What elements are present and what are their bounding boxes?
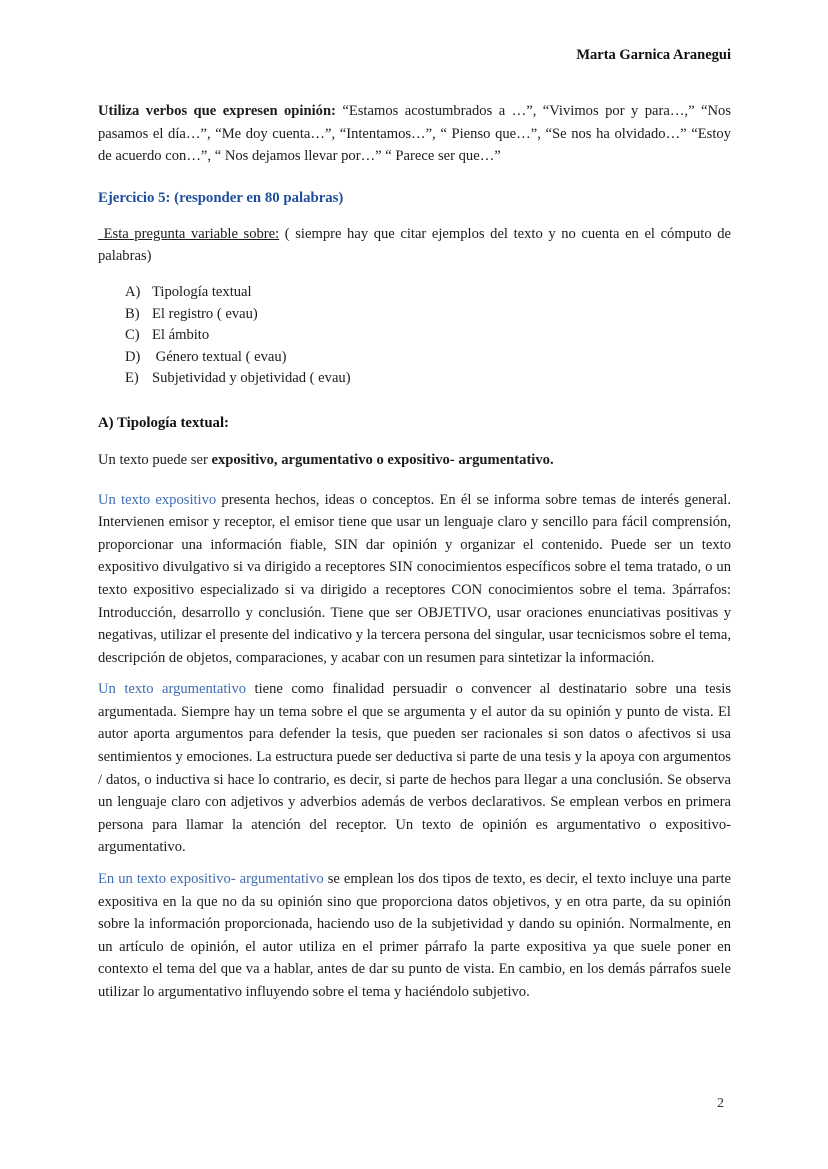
option-e-label: Subjetividad y objetividad ( evau)	[152, 370, 351, 387]
paragraph-expositivo-body: presenta hechos, ideas o conceptos. En él se informa sobre temas de interés general. Intervienen emisor y receptor, el emisor tiene que usar un lenguaje claro y sencillo para fácil comprensión, proporcionar una información fiable, SIN dar opinión y organizar el contenido. Puede ser un texto expositivo divulgativo si va dirigido a receptores SIN conocimientos específicos sobre el tema tratado, o un texto expositivo especializado si va dirigido a receptores CON conocimientos sobre el tema. 3párrafos: Introducción, desarrollo y conclusión. Tiene que ser OBJETIVO, usar oraciones enunciativas positivas y negativas, utilizar el presente del indicativo y la tercera persona del singular, usar tecnicismos sobre el tema, descripción de objetos, comparaciones, y acabar con un resumen para sintetizar la información.	[98, 491, 732, 666]
section-a-intro-line	[98, 449, 731, 472]
author-name: Marta Garnica Aranegui	[576, 47, 731, 63]
intro-paragraph	[98, 100, 731, 168]
question-parenthetical: ( siempre hay que citar ejemplos del texto y no cuenta en el cómputo de palabras)	[98, 225, 735, 265]
option-e	[125, 368, 731, 390]
option-c-letter: C)	[125, 327, 140, 344]
intro-paragraph-bold-lead: Utiliza verbos que expresen opinión:	[98, 103, 336, 119]
paragraph-argumentativo-body: tiene como finalidad persuadir o convencer al destinatario sobre una tesis argumentada. Siempre hay un tema sobre el que se argumenta y el autor da su opinión y punto de vista. El autor aporta argumentos para defender la tesis, que pueden ser racionales si son datos o afectivos si usa sentimientos y emociones. La estructura puede ser deductiva si parte de una tesis y la apoya con argumentos / datos, o inductiva si hace lo contrario, es decir, si parte de hechos para llegar a una conclusión. Se observa un lenguaje claro con adjetivos y adverbios además de verbos declarativos. Se emplean verbos en primera persona para llamar la atención del receptor. Un texto de opinión es argumentativo o expositivo- argumentativo.	[98, 681, 731, 856]
option-c	[125, 325, 731, 347]
option-a-label: Tipología textual	[152, 283, 252, 300]
option-c-label: El ámbito	[152, 327, 210, 344]
option-e-letter: E)	[125, 370, 139, 387]
paragraph-expositivo-argumentativo-lead: En un texto expositivo- argumentativo	[98, 871, 324, 888]
section-a-heading: A) Tipología textual:	[98, 414, 229, 431]
option-b	[125, 304, 731, 326]
question-line	[98, 223, 735, 268]
section-a-intro-bold: expositivo, argumentativo o expositivo- argumentativo.	[211, 451, 554, 468]
exercise-5-heading: Ejercicio 5: (responder en 80 palabras)	[98, 189, 344, 206]
page-number: 2	[717, 1096, 724, 1111]
spacer	[98, 472, 731, 481]
paragraph-expositivo	[98, 489, 731, 670]
page-header	[98, 47, 731, 63]
option-b-label: El registro ( evau)	[152, 305, 258, 322]
option-d-label: Género textual ( evau)	[152, 348, 287, 365]
question-options-list	[98, 282, 731, 390]
option-a-letter: A)	[125, 283, 141, 300]
option-b-letter: B)	[125, 305, 140, 322]
paragraph-expositivo-argumentativo-body: se emplean los dos tipos de texto, es decir, el texto incluye una parte expositiva en la que no da su opinión sino que proporciona datos objetivos, y en otra parte, da su opinión sobre la información proporcionada, haciendo uso de la subjetividad y dando su opinión. Normalmente, en un artículo de opinión, el autor utiliza en el primer párrafo la parte expositiva ya que suele poner en contexto el tema del que va a hablar, antes de dar su punto de vista. En cambio, en los demás párrafos suele utilizar lo argumentativo influyendo sobre el tema y haciéndolo subjetivo.	[98, 871, 731, 1000]
section-a-intro-normal: Un texto puede ser	[98, 451, 212, 468]
option-d	[125, 347, 731, 369]
paragraph-expositivo-lead: Un texto expositivo	[98, 491, 217, 508]
paragraph-expositivo-argumentativo	[98, 868, 731, 1004]
paragraph-argumentativo-lead: Un texto argumentativo	[98, 681, 247, 698]
option-d-letter: D)	[125, 348, 141, 365]
intro-paragraph-quotes: “Estamos acostumbrados a …”, “Vivimos por y para…,” “Nos pasamos el día…”, “Me doy cuenta…”, “Intentamos…”, “ Pienso que…”, “Se nos ha olvidado…” “Estoy de acuerdo con…”, “ Nos dejamos llevar por…” “ Parece ser que…”	[98, 103, 731, 165]
option-a	[125, 282, 731, 304]
paragraph-argumentativo	[98, 678, 731, 859]
question-underlined-lead: Esta pregunta variable sobre:	[98, 225, 280, 242]
